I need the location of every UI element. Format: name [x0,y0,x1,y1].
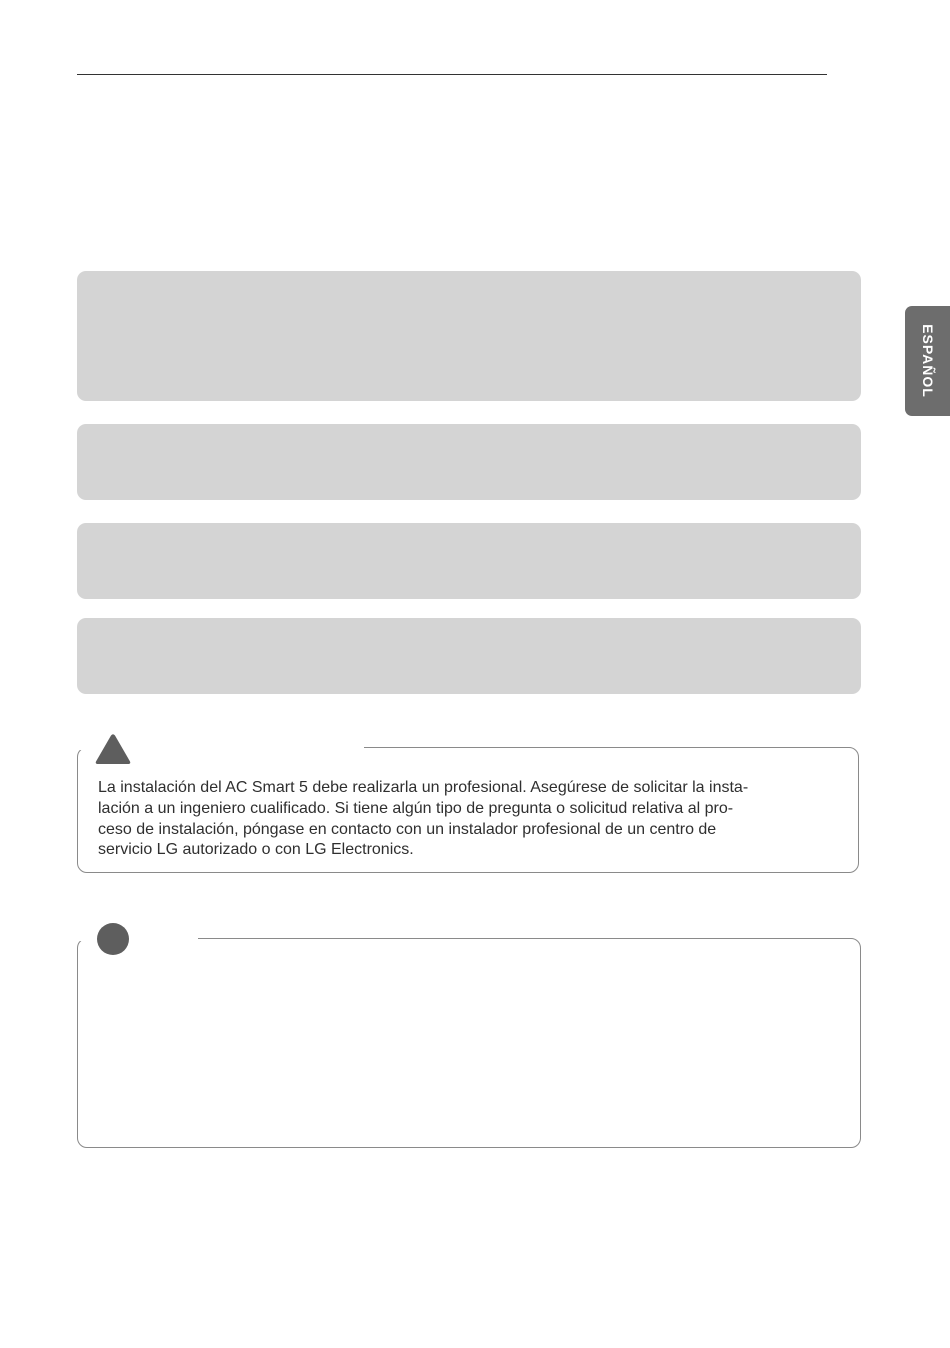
caution-line-3: ceso de instalación, póngase en contacto con un instalador profesional de un centro de [98,820,717,838]
gray-panel-1 [77,271,861,401]
gray-panel-4 [77,618,861,694]
note-circle-icon [97,923,129,955]
note-box [77,938,861,1148]
caution-line-2: lación a un ingeniero cualificado. Si tiene algún tipo de pregunta o solicitud relativa al pro- [98,799,734,817]
caution-text [98,778,838,861]
caution-line-4: servicio LG autorizado o con LG Electronics. [98,841,414,859]
warning-triangle-icon [94,733,132,765]
language-tab-label: ESPAÑOL [919,324,936,398]
language-tab [905,306,950,416]
caution-line-1: La instalación del AC Smart 5 debe realizarla un profesional. Asegúrese de solicitar la insta- [98,779,749,796]
gray-panel-3 [77,523,861,599]
header-rule [77,74,827,75]
gray-panel-2 [77,424,861,500]
